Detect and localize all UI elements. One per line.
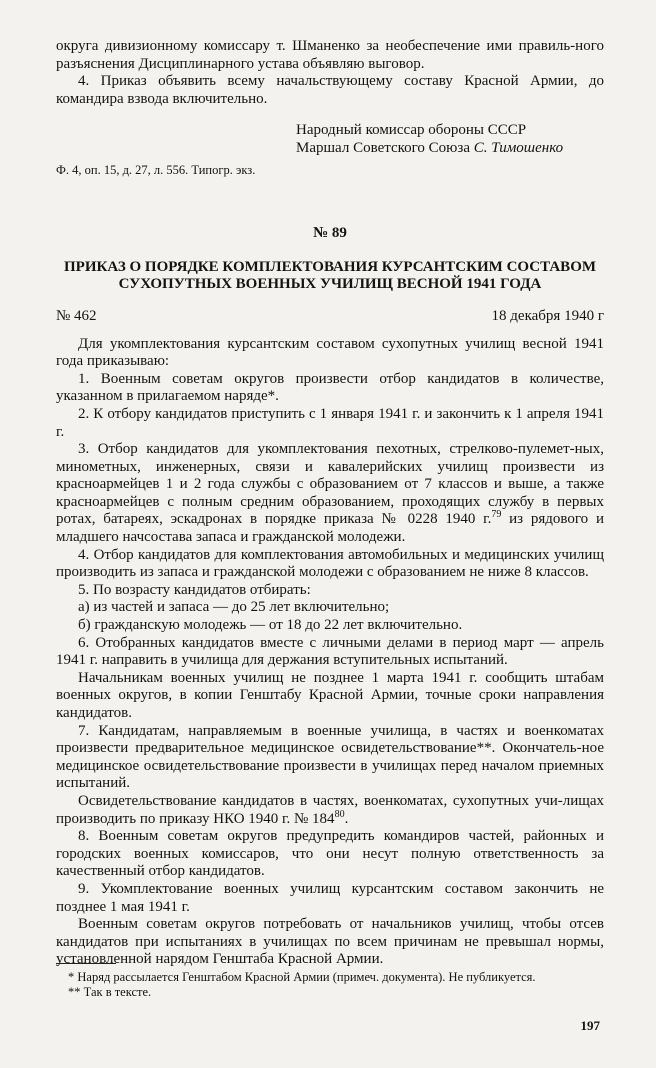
paragraph-item-5: 5. По возрасту кандидатов отбирать: <box>78 581 311 598</box>
archive-reference: Ф. 4, оп. 15, д. 27, л. 556. Типогр. экз. <box>56 162 256 177</box>
footnote-divider <box>56 963 116 964</box>
order-date: 18 декабря 1940 г <box>491 307 604 324</box>
paragraph-item-8: 8. Военным советам округов предупредить командиров частей, районных и городских военных комиссаров, что они несут полную ответственность за качественный отбор кандидатов. <box>56 828 604 880</box>
paragraph-item-4: 4. Приказ объявить всему начальствующему составу Красной Армии, до командира взвода включительно. <box>56 73 604 107</box>
paragraph-item-7b-text: Освидетельствование кандидатов в частях, военкоматах, сухопутных учи-лищах производить по приказу НКО 1940 г. № 184 <box>56 792 604 827</box>
paragraph-item-7b-end: . <box>344 810 349 827</box>
signature-rank: Маршал Советского Союза <box>296 139 474 156</box>
paragraph-item-5a: а) из частей и запаса — до 25 лет включительно; <box>78 599 390 616</box>
order-number-date-row <box>56 308 604 326</box>
page-number: 197 <box>580 1018 600 1033</box>
paragraph-item-2: 2. К отбору кандидатов приступить с 1 января 1941 г. и закончить к 1 апреля 1941 г. <box>56 405 604 440</box>
paragraph-item-3 <box>56 441 604 547</box>
document-title <box>56 259 604 294</box>
footnote-1: * Наряд рассылается Генштабом Красной Армии (примеч. документа). Не публикуется. <box>68 970 536 984</box>
paragraph-item-1: 1. Военным советам округов произвести отбор кандидатов в количестве, указанном в прилагаемом наряде*. <box>56 370 604 405</box>
footnote-ref-80: 80 <box>334 808 345 820</box>
paragraph-item-4b: 4. Отбор кандидатов для комплектования автомобильных и медицинских училищ производить из запаса и гражданской молодежи с образованием не ниже 8 классов. <box>56 546 604 581</box>
paragraph-continued: округа дивизионному комиссару т. Шманенко за необеспечение ими правиль-ного разъяснения Дисциплинарного устава объявляю выговор. <box>56 38 604 72</box>
signature-rank-name <box>296 140 604 158</box>
signature-position: Народный комиссар обороны СССР <box>296 122 527 139</box>
paragraph-item-5b: б) гражданскую молодежь — от 18 до 22 лет включительно. <box>78 617 463 634</box>
signature-name: С. Тимошенко <box>473 139 564 156</box>
paragraph-item-9: 9. Укомплектование военных училищ курсантским составом закончить не позднее 1 мая 1941 г. <box>56 880 604 915</box>
paragraph-item-6b: Начальникам военных училищ не позднее 1 марта 1941 г. сообщить штабам военных округов, в копии Генштабу Красной Армии, точные сроки направления кандидатов. <box>56 669 604 721</box>
footnotes <box>56 970 604 1000</box>
order-number: № 462 <box>56 307 97 324</box>
paragraph-item-6: 6. Отобранных кандидатов вместе с личными делами в период март — апрель 1941 г. направить в училища для держания вступительных испытаний. <box>56 634 604 669</box>
footnote-2: ** Так в тексте. <box>68 985 152 999</box>
paragraph-item-9b: Военным советам округов потребовать от начальников училищ, чтобы отсев кандидатов при испытаниях в училищах по всем причинам не превышал нормы, установленной нарядом Генштаба Красной Армии. <box>56 916 604 968</box>
paragraph-item-3-end: из рядового и младшего начсостава запаса и гражданской молодежи. <box>56 511 604 546</box>
document-number: № 89 <box>313 225 347 242</box>
paragraph-intro: Для укомплектования курсантским составом сухопутных училищ весной 1941 года приказываю: <box>56 335 604 370</box>
paragraph-item-7b <box>56 793 604 828</box>
document-title-line-2: СУХОПУТНЫХ ВОЕННЫХ УЧИЛИЩ ВЕСНОЙ 1941 ГОДА <box>118 276 542 293</box>
paragraph-item-3-text: 3. Отбор кандидатов для укомплектования пехотных, стрелково-пулемет-ных, минометных, инженерных, связи и кавалерийских училищ произвести из красноармейцев 1 и 2 года службы с образованием от 7 классов и выше, а также красноармейцев с полным средним образованием, проходящих службу в первых ротах, батареях, эскадронах в порядке приказа № 0228 1940 г. <box>56 441 604 528</box>
paragraph-item-7: 7. Кандидатам, направляемым в военные училища, в частях и военкоматах произвести предварительное медицинское освидетельствование**. Окончатель-ное медицинское освидетельствование произвести в училищах перед началом приемных испытаний. <box>56 722 604 792</box>
document-title-line-1: ПРИКАЗ О ПОРЯДКЕ КОМПЛЕКТОВАНИЯ КУРСАНТСКИМ СОСТАВОМ <box>63 258 597 275</box>
signature-block <box>296 122 604 157</box>
footnote-ref-79: 79 <box>491 509 502 521</box>
